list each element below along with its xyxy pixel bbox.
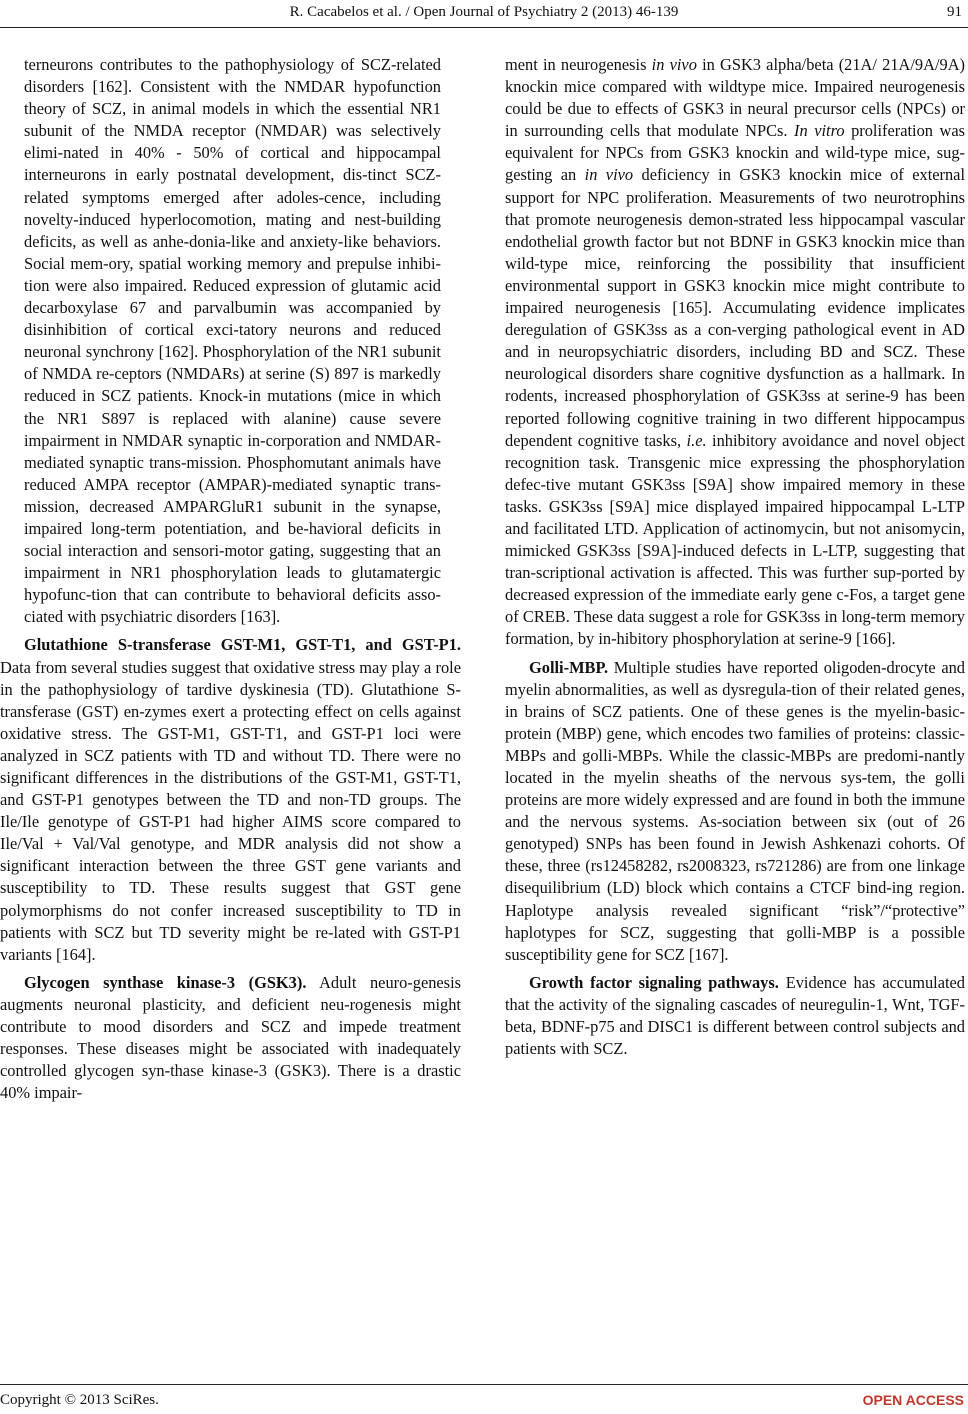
header-rule xyxy=(0,27,968,28)
running-title: R. Cacabelos et al. / Open Journal of Psychiatry 2 (2013) 46-139 xyxy=(289,4,679,20)
footer-rule xyxy=(0,1384,968,1385)
left-column xyxy=(0,54,461,1104)
text-run: in GSK3 alpha/beta (21A/ 21A/9A/9A) knockin mice compared with wildtype mice. Impaired neurogenesis could be due to effects of GSK3 in neural precursor cells (NPCs) or in surrounding cells that modulate NPCs. xyxy=(505,55,965,141)
paragraph-growth-factor xyxy=(505,972,965,1060)
right-column xyxy=(505,54,965,1060)
running-header xyxy=(0,4,968,24)
paragraph-golli-mbp xyxy=(505,657,965,966)
text-run: inhibitory avoidance and novel object recognition task. Transgenic mice expressing the phosphorylation defec-tive mutant GSK3ss [S9A] show impaired memory in these tasks. GSK3ss [S9A] mice displayed impaired hippocampal L-LTP and facilitated LTD. Application of actinomycin, but not anisomycin, mimicked GSK3ss [S9A]-induced defects in L-LTP, suggesting that tran-scriptional activation is affected. This was further sup-ported by decreased expression of the immediate early gene c-Fos, a target gene of CREB. These data suggest a role for GSK3ss in long-term memory formation, by in-hibitory phosphorylation at serine-9 [166]. xyxy=(505,430,965,649)
heading-gsk3: Glycogen synthase kinase-3 (GSK3). xyxy=(24,972,307,992)
italic-run: in vivo xyxy=(584,165,634,185)
text-run: proliferation was equivalent for NPCs from GSK3 knockin and wild-type mice, sug-gesting an xyxy=(505,121,966,185)
body-golli-mbp: Multiple studies have reported oligoden-drocyte and myelin abnormalities, as well as dysregula-tion of their related genes, in brains of SCZ patients. One of these genes is the myelin-basic-protein (MBP) gene, which encodes two families of proteins: classic-MBPs and golli-MBPs. While the classic-MBPs are predomi-nantly located in the myelin sheaths of the nervous sys-tem, the golli proteins are more widely expressed and are found in both the immune and the nervous systems. As-sociation between six (out of 26 genotyped) SNPs has been found in Jewish Ashkenazi cohorts. Of these, three (rs12458282, rs2008323, rs721286) are from one linkage disequilibrium (LD) block which contains a CTCF bind-ing region. Haplotype analysis revealed significant “risk”/“protective” haplotypes for SCZ, suggesting that golli-MBP is a possible susceptibility gene for SCZ [167]. xyxy=(505,657,965,964)
paragraph-gsk3 xyxy=(0,972,461,1105)
paragraph-nmdar: terneurons contributes to the pathophysiology of SCZ-related disorders [162]. Consistent with the NMDAR hypofunction theory of SCZ, in animal models in which the essential NR1 subunit of the NMDA receptor (NMDAR) was selectively elimi-nated in 40% - 50% of cortical and hippocampal interneurons in early postnatal development, dis-tinct SCZ-related symptoms emerged after adoles-cence, including novelty-induced hyperlocomotion, mating and nest-building deficits, as well as anhe-donia-like and anxiety-like behaviors. Social mem-ory, spatial working memory and prepulse inhibi-tion were also impaired. Reduced expression of glutamic acid decarboxylase 67 and parvalbumin was accompanied by disinhibition of cortical exci-tatory neurons and reduced neuronal synchrony [162]. Phosphorylation of the NR1 subunit of NMDA re-ceptors (NMDARs) at serine (S) 897 is markedly reduced in SCZ patients. Knock-in mutations (mice in which the NR1 S897 is replaced with alanine) cause severe impairment in NMDAR synaptic in-corporation and NMDAR-mediated synaptic trans-mission. Phosphomutant animals have reduced AMPA receptor (AMPAR)-mediated synaptic trans-mission, decreased AMPARGluR1 subunit in the synapse, impaired long-term potentiation, and be-havioral deficits in social interaction and sensori-motor gating, suggesting that an impairment in NR1 phosphorylation leads to glutamatergic hypofunc-tion that can contribute to behavioral deficits asso-ciated with psychiatric disorders [163]. xyxy=(24,55,441,627)
open-access-label: OPEN ACCESS xyxy=(862,1392,964,1408)
paragraph-gst xyxy=(0,634,461,965)
copyright-text: Copyright © 2013 SciRes. xyxy=(0,1392,159,1408)
italic-run: in vivo xyxy=(651,55,697,74)
italic-run: i.e. xyxy=(686,430,707,450)
text-run: deficiency in GSK3 knockin mice of external support for NPC proliferation. Measurements of two neurotrophins that promote neurogenesis demon-strated less hippocampal vascular endothelial growth factor but not BDNF in GSK3 knockin mice than wild-type mice, reinforcing the possibility that insufficient environmental support in GSK3 knockin mice might contribute to impaired neurogenesis [165]. Accumulating evidence implicates deregulation of GSK3ss as a con-verging pathological event in AD and in neuropsychiatric disorders, including BD and SCZ. These neurological disorders share cognitive dysfunction as a hallmark. In rodents, increased phosphorylation of GSK3ss at serine-9 has been reported following cognitive training in two different hippocampus dependent cognitive tasks, xyxy=(505,165,965,450)
body-gsk3: Adult neuro-genesis augments neuronal plasticity, and deficient neu-rogenesis might contribute to mood disorders and SCZ and impede treatment responses. These diseases might be associated with inadequately controlled glycogen syn-thase kinase-3 (GSK3). There is a drastic 40% impair- xyxy=(0,972,461,1103)
text-run: ment in neurogenesis xyxy=(505,55,652,74)
left-column-inset-block xyxy=(24,54,441,628)
heading-gst: Glutathione S-transferase GST-M1, GST-T1, and GST-P1. xyxy=(24,635,461,655)
heading-growth-factor: Growth factor signaling pathways. xyxy=(529,972,779,992)
body-gst: Data from several studies suggest that oxidative stress may play a role in the pathophysiology of tardive dyskinesia (TD). Glutathione S-transferase (GST) en-zymes exert a protecting effect on cells against oxidative stress. The GST-M1, GST-T1, and GST-P1 loci were analyzed in SCZ patients with TD and without TD. There were no significant differences in the distributions of the GST-M1, GST-T1, and GST-P1 genotypes between the TD and non-TD groups. The Ile/Ile genotype of GST-P1 had higher AIMS score compared to Ile/Val + Val/Val genotype, and MDR analysis did not show a significant interaction between the three GST gene variants and susceptibility to TD. These results suggest that GST gene polymorphisms do not confer increased susceptibility to TD in patients with SCZ but TD severity might be re-lated with GST-P1 variants [164]. xyxy=(0,657,461,964)
body-growth-factor: Evidence has accumulated that the activity of the signaling cascades of neuregulin-1, Wnt, TGF-beta, BDNF-p75 and DISC1 is different between control subjects and patients with SCZ. xyxy=(505,972,966,1059)
heading-golli-mbp: Golli-MBP. xyxy=(529,657,609,677)
paragraph-gsk3-continued xyxy=(505,54,965,651)
italic-run: In vitro xyxy=(794,121,845,141)
page-number: 91 xyxy=(947,4,962,20)
